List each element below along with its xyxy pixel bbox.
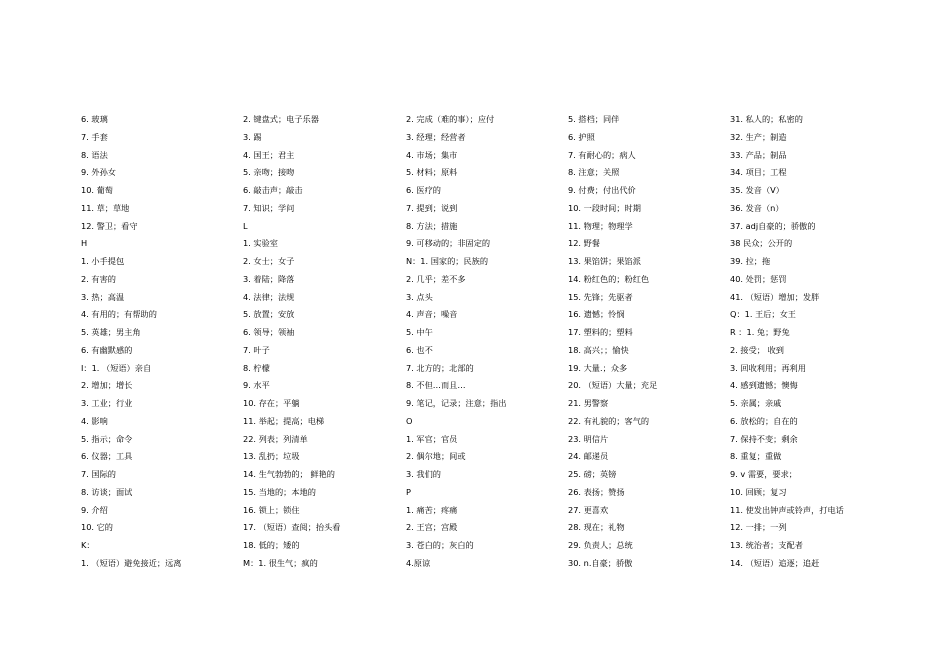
column-3 [406,111,576,573]
vocab-entry: 13. 果馅饼；果馅派 [568,256,641,266]
vocab-entry: 9. 外孙女 [81,167,116,178]
vocab-entry: 18. 高兴；；愉快 [568,344,629,355]
vocab-entry: 2. 偶尔地；间或 [406,451,466,462]
vocab-entry: 12. 一排；一列 [730,522,787,533]
vocab-entry: H [81,238,88,249]
vocab-entry: 41. （短语）增加；发胖 [730,291,820,302]
vocab-entry: 8. 柠檬 [243,362,270,373]
vocab-entry: 7. 手套 [81,131,108,142]
vocab-entry: 34. 项目；工程 [730,167,787,178]
vocab-entry: 1. 痛苦；疼痛 [406,504,458,515]
vocab-entry: 32. 生产；制造 [730,131,787,142]
vocab-entry: 2. 增加；增长 [81,380,133,391]
vocab-entry: 14. （短语）追逐；追赶 [730,557,820,568]
vocab-entry: 3. 点头 [406,291,433,302]
vocab-entry: 11. 物理；物理学 [568,220,633,231]
vocab-entry: 8. 不但…而且… [406,380,466,391]
vocab-entry: M：1. 很生气；疯的 [243,557,318,568]
column-5 [730,111,940,573]
vocab-entry: 5. 英雄；男主角 [81,327,141,337]
vocab-entry: 7. 国际的 [81,469,116,479]
vocab-entry: 9. 水平 [243,380,270,391]
vocab-entry: 7. 保持不变；剩余 [730,433,798,444]
vocab-entry: 33. 产品；制品 [730,149,787,160]
vocab-entry: 31. 私人的；私密的 [730,114,803,124]
vocab-entry: 9. 可移动的；非固定的 [406,238,491,249]
vocab-entry: 37. adj自豪的；骄傲的 [730,220,816,231]
vocab-entry: 19. 大量.；众多 [568,362,628,373]
vocab-entry: 5. 中午 [406,327,433,337]
vocab-entry: 9. v 需要，要求； [730,469,797,479]
vocab-entry: 7. 北方的；北部的 [406,362,474,373]
vocab-entry: 2. 键盘式；电子乐器 [243,114,319,124]
vocab-entry: 8. 注意；关照 [568,167,620,178]
vocab-entry: Q：1. 王后；女王 [730,309,796,320]
vocab-entry: 2. 完成（难的事）；应付 [406,114,495,124]
vocab-entry: 1. 军官；官员 [406,433,458,444]
vocab-entry: 10. 存在；平躺 [243,398,300,408]
vocab-entry: 17. （短语）查阅；抬头看 [243,522,341,533]
vocab-entry: 6. 放松的；自在的 [730,415,798,426]
vocab-entry: 15. 先锋；先驱者 [568,291,633,302]
vocab-entry: 14. 生气勃勃的； 鲜艳的 [243,469,335,479]
vocab-entry: 4. 声音；噪音 [406,309,458,320]
vocab-entry: 7. 知识；学问 [243,202,295,213]
vocab-entry: 2. 有害的 [81,273,116,284]
vocab-entry: 6. 有幽默感的 [81,344,133,355]
vocab-entry: 10. 回顾；复习 [730,486,787,497]
vocab-entry: 6. 也不 [406,344,433,355]
vocab-entry: O [406,415,413,426]
vocab-entry: K： [81,540,95,550]
vocab-entry: 22. 列表；列清单 [243,433,308,444]
vocab-entry: 7. 叶子 [243,344,270,355]
vocab-entry: 2. 几乎；差不多 [406,273,466,284]
vocab-entry: 23. 明信片 [568,433,609,444]
vocab-entry: 28. 现在；礼物 [568,522,625,533]
vocab-entry: 40. 处罚；惩罚 [730,273,787,284]
vocab-entry: 17. 塑料的；塑料 [568,327,633,337]
vocab-entry: 16. 锁上；锁住 [243,504,300,515]
vocab-entry: 4. 感到遗憾；懊悔 [730,380,798,391]
vocab-entry: 5. 材料；原料 [406,167,458,178]
vocab-entry: 3. 我们的 [406,469,441,479]
vocab-entry: 5. 放置；安放 [243,309,295,320]
vocab-entry: 16. 遗憾；怜悯 [568,309,625,320]
vocab-entry: 2. 接受； 收到 [730,344,784,355]
vocab-entry: 12. 警卫；看守 [81,220,138,231]
vocab-entry: 36. 发音（n） [730,202,784,213]
vocab-entry: 6. 医疗的 [406,185,441,195]
vocab-entry: 14. 粉红色的；粉红色 [568,273,650,284]
column-2 [243,111,413,573]
vocab-entry: P [406,486,411,497]
vocab-entry: 3. 工业；行业 [81,398,133,408]
vocab-entry: 22. 有礼貌的；客气的 [568,415,650,426]
vocab-entry: 5. 搭档；同伴 [568,114,620,124]
vocab-entry: N：1. 国家的；民族的 [406,256,489,266]
vocab-entry: 8. 访谈；面试 [81,486,133,497]
vocab-entry: 15. 当地的；本地的 [243,486,316,497]
vocab-entry: 4.原谅 [406,557,431,568]
vocab-entry: I：1. （短语）亲自 [81,362,152,373]
vocab-entry: 3. 着陆；降落 [243,273,295,284]
vocab-entry: 5. 亲吻；接吻 [243,167,295,178]
vocab-entry: 1. （短语）避免接近；远离 [81,557,182,568]
vocab-entry: 2. 女士；女子 [243,256,295,266]
vocab-entry: 10. 它的 [81,522,113,533]
vocab-entry: 9. 笔记，记录；注意；指出 [406,398,507,408]
vocab-entry: 4. 有用的；有帮助的 [81,309,157,320]
column-1 [81,111,251,573]
vocab-entry: 7. 提到；说到 [406,202,458,213]
vocab-entry: 10. 葡萄 [81,185,113,195]
vocab-entry: 4. 市场；集市 [406,149,458,160]
vocab-entry: 35. 发音（V） [730,185,784,195]
vocab-entry: 6. 敲击声；敲击 [243,185,303,195]
vocab-entry: 8. 重复；重做 [730,451,782,462]
vocab-entry: 11. 草；草地 [81,202,130,213]
vocab-entry: 25. 磅；英镑 [568,469,617,479]
vocab-entry: 9. 付费；付出代价 [568,185,636,195]
vocab-entry: 27. 更喜欢 [568,504,609,515]
vocab-entry: 8. 语法 [81,149,108,160]
vocab-entry: 30. n.自豪；骄傲 [568,557,633,568]
vocab-entry: 3. 经理；经营者 [406,131,466,142]
vocab-entry: 26. 表扬；赞扬 [568,486,625,497]
vocab-entry: 10. 一段时间；时期 [568,202,641,213]
vocab-entry: 4. 影响 [81,415,108,426]
vocab-entry: 5. 指示；命令 [81,433,133,444]
vocab-entry: 5. 亲属；亲戚 [730,398,782,408]
vocab-entry: 3. 回收利用；再利用 [730,362,806,373]
vocab-entry: 11. 使发出钟声或铃声，打电话 [730,504,844,515]
vocab-entry: 39. 拉；拖 [730,256,771,266]
vocab-entry: 1. 实验室 [243,238,278,249]
vocab-entry: 6. 仪器；工具 [81,451,133,462]
vocab-entry: 20. （短语）大量；充足 [568,380,658,391]
vocab-entry: 13. 统治者；支配者 [730,540,803,550]
vocab-entry: R ：1. 兔；野兔 [730,327,790,337]
vocab-entry: 13. 乱扔；垃圾 [243,451,300,462]
vocab-entry: 1. 小手提包 [81,256,125,266]
vocab-entry: 6. 玻璃 [81,114,108,124]
vocab-entry: 3. 苍白的；灰白的 [406,540,474,550]
column-4 [568,111,738,573]
vocab-entry: 3. 踢 [243,131,262,142]
vocab-entry: 6. 领导；领袖 [243,327,295,337]
vocab-entry: 2. 王宫；宫殿 [406,522,458,533]
vocab-entry: 18. 低的；矮的 [243,540,300,550]
vocab-entry: 38 民众；公开的 [730,238,793,249]
vocab-entry: 4. 国王；君主 [243,149,295,160]
vocab-entry: 29. 负责人；总统 [568,540,633,550]
vocab-entry: 9. 介绍 [81,504,108,515]
vocab-entry: 21. 男警察 [568,398,609,408]
vocab-entry: 3. 热；高温 [81,291,125,302]
vocab-entry: 24. 邮递员 [568,451,609,462]
vocab-entry: 8. 方法；措施 [406,220,458,231]
vocab-entry: 12. 野餐 [568,238,600,249]
vocab-entry: 11. 举起；提高；电梯 [243,415,325,426]
vocab-entry: 7. 有耐心的；病人 [568,149,636,160]
vocab-entry: 4. 法律；法规 [243,291,295,302]
vocab-entry: 6. 护照 [568,131,595,142]
vocab-entry: L [243,220,248,231]
